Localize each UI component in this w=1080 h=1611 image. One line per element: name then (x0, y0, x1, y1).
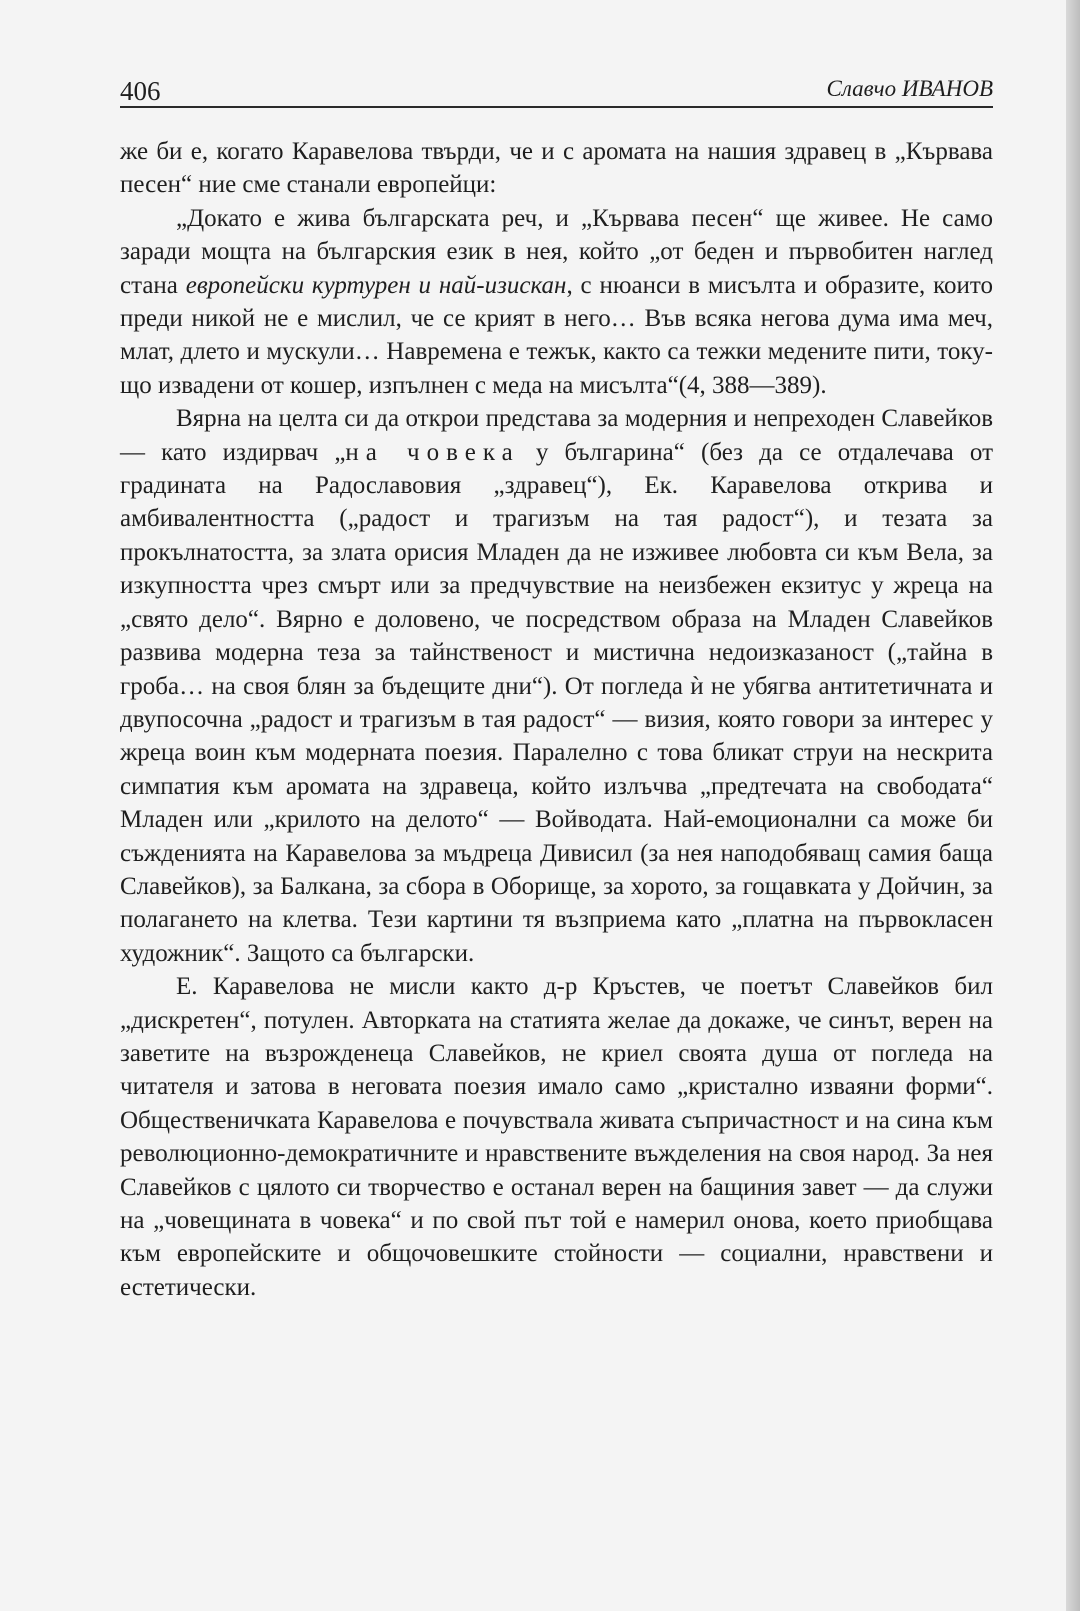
page-number: 406 (120, 76, 161, 106)
paragraph-2-text-end: , с нюанси в мисълта и образите, които преди никой не е мислил, че се крият в него… Във всяка негова дума има меч, млат, длето и мускули… Навремена е тежък, както са тежки медените пити, току-що извадени от кошер, изпълнен с меда на мисълта“(4, 388—389). (120, 271, 993, 399)
paragraph-2-italic-phrase: европейски куртурен и най-изискан (185, 271, 567, 299)
paragraph-3-text-end: у българина“ (без да се отдалечава от градината на Радославовия „здравец“), Ек. Каравелова открива и амбивалентността („радост и трагизъм на тая радост“), и тезата за прокълнатостта, за злата орисия Младен да не изживее любовта си към Вела, за изкупността чрез смърт или за предчувствие на неизбежен екзитус у жреца на „свято дело“. Вярно е доловено, че посредством образа на Младен Славейков развива модерна теза за тайнственост и мистична недоизказаност („тайна в гроба… на своя блян за бъдещите дни“). От погледа ѝ не убягва антитетичната и двупосочна „радост и трагизъм в тая радост“ — визия, която говори за интерес у жреца воин към модерната поезия. Паралелно с това бликат струи на нескрита симпатия към аромата на здравеца, който излъчва „предтечата на свободата“ Младен или „крилото на делото“ — Войводата. Най-емоционални са може би съжденията на Каравелова за мъдреца Дивисил (за нея наподобяващ самия баща Славейков), за Балкана, за сбора в Оборище, за хорото, за гощавката у Дойчин, за полагането на клетва. Тези картини тя възприема като „платна на първокласен художник“. Защото са български. (120, 438, 994, 967)
paragraph-4 (120, 970, 993, 1304)
paragraph-1 (120, 135, 993, 202)
paragraph-2-text-start: „Докато е жива българската реч, и „Кървава песен“ ще живее. Не само заради мощта на българския език в нея, който „от беден и първобитен наглед стана (120, 204, 993, 299)
paragraph-4-text: Е. Каравелова не мисли както д-р Кръстев, че поетът Славейков бил „дискретен“, потулен. Авторката на статията желае да докаже, че синът, верен на заветите на възрожденеца Славейков, не криел своята душа от погледа на читателя и затова в неговата поезия имало само „кристално изваяни форми“. Общественичката Каравелова е почувствала живата съпричастност и на сина към революционно-демократичните и нравствените въжделения на своя народ. За нея Славейков с цялото си творчество е останал верен на бащиния завет — да служи на „човещината в човека“ и по свой път той е намерил онова, което приобщава към европейските и общочовешките стойности — социални, нравствени и естетически. (120, 973, 993, 1301)
paragraph-3-text-start: Вярна на целта си да открои представа за модерния и непреходен Славейков — като издирвач „ (120, 405, 993, 466)
paragraph-3 (120, 402, 993, 970)
page-header (120, 72, 993, 108)
paragraph-1-text: же би е, когато Каравелова твърди, че и с аромата на нашия здравец в „Кървава песен“ ние сме станали европейци: (120, 138, 993, 199)
paragraph-2-quote (120, 202, 993, 402)
running-head: Славчо ИВАНОВ (826, 76, 993, 101)
paragraph-3-spaced-phrase: на човека (345, 438, 520, 466)
body-text (120, 135, 993, 1304)
page-edge-shadow (1066, 0, 1080, 1611)
